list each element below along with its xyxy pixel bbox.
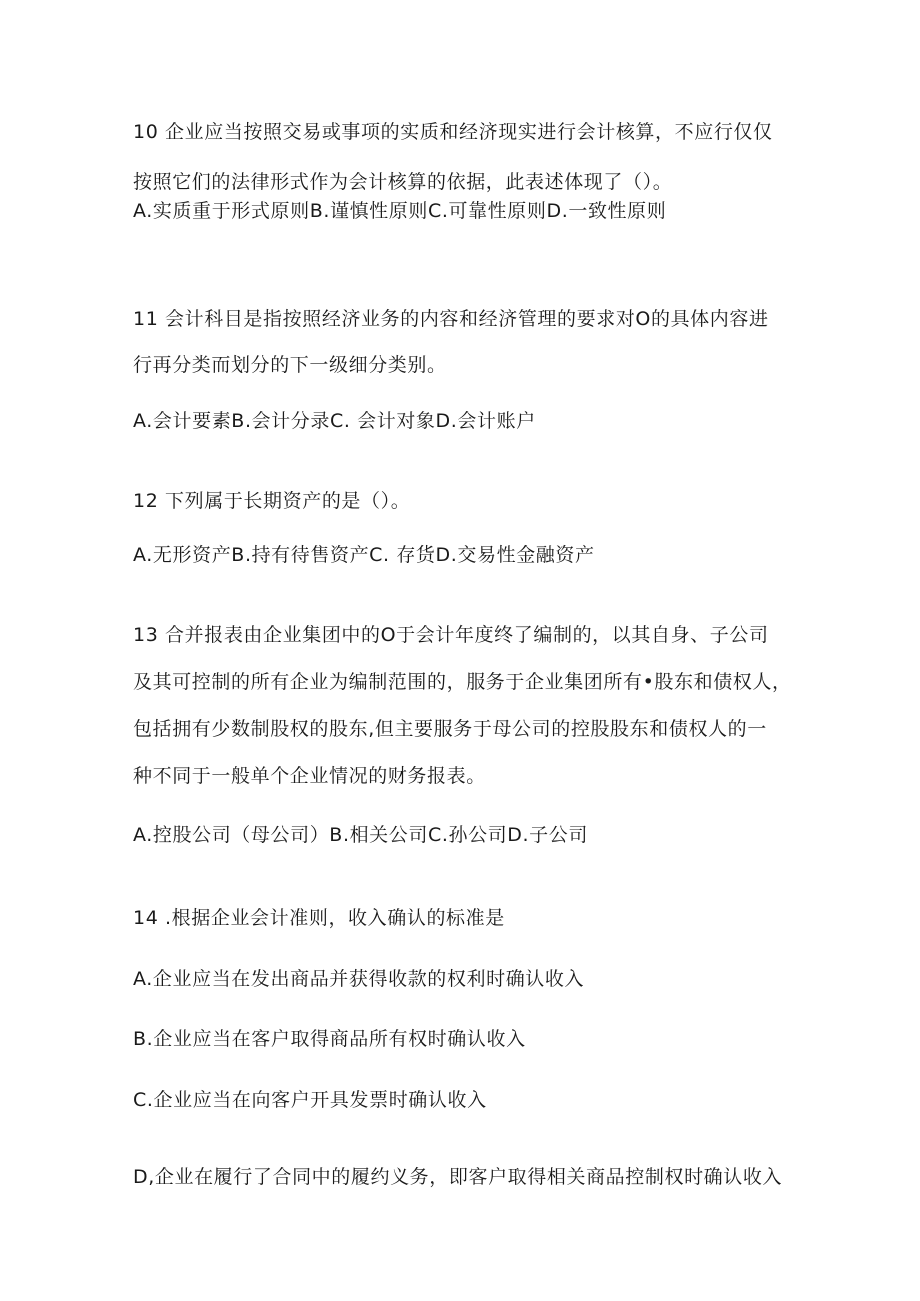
question-14-line-1: 14 .根据企业会计准则，收入确认的标准是 <box>133 907 505 929</box>
question-14-option-a: A.企业应当在发出商品并获得收款的权利时确认收入 <box>133 968 585 990</box>
question-13-line-4: 种不同于一般单个企业情况的财务报表。 <box>133 765 486 787</box>
question-10-line-2: 按照它们的法律形式作为会计核算的依据，此表述体现了（）。 <box>133 171 673 193</box>
question-13-line-2: 及其可控制的所有企业为编制范围的，服务于企业集团所有•股东和债权人， <box>133 671 792 693</box>
question-12-line-1: 12 下列属于长期资产的是（）。 <box>133 490 411 512</box>
question-12-options: A.无形资产B.持有待售资产C. 存货D.交易性金融资产 <box>133 544 595 566</box>
question-10-line-1: 10 企业应当按照交易或事项的实质和经济现实进行会计核算，不应行仅仅 <box>133 121 773 143</box>
question-11-line-2: 行再分类而划分的下一级细分类别。 <box>133 354 447 376</box>
question-11-line-1: 11 会计科目是指按照经济业务的内容和经济管理的要求对O的具体内容进 <box>133 308 769 330</box>
question-13-line-3: 包括拥有少数制股权的股东,但主要服务于母公司的控股股东和债权人的一 <box>133 718 767 740</box>
question-13-options: A.控股公司（母公司）B.相关公司C.孙公司D.子公司 <box>133 824 588 846</box>
question-14-option-c: C.企业应当在向客户开具发票时确认收入 <box>133 1089 487 1111</box>
question-14-option-b: B.企业应当在客户取得商品所有权时确认收入 <box>133 1028 526 1050</box>
question-14-option-d: D,企业在履行了合同中的履约义务，即客户取得相关商品控制权时确认收入 <box>133 1166 783 1188</box>
question-10-options: A.实质重于形式原则B.谨慎性原则C.可靠性原则D.一致性原则 <box>133 200 667 222</box>
question-11-options: A.会计要素B.会计分录C. 会计对象D.会计账户 <box>133 410 536 432</box>
question-13-line-1: 13 合并报表由企业集团中的O于会计年度终了编制的，以其自身、子公司 <box>133 624 769 646</box>
